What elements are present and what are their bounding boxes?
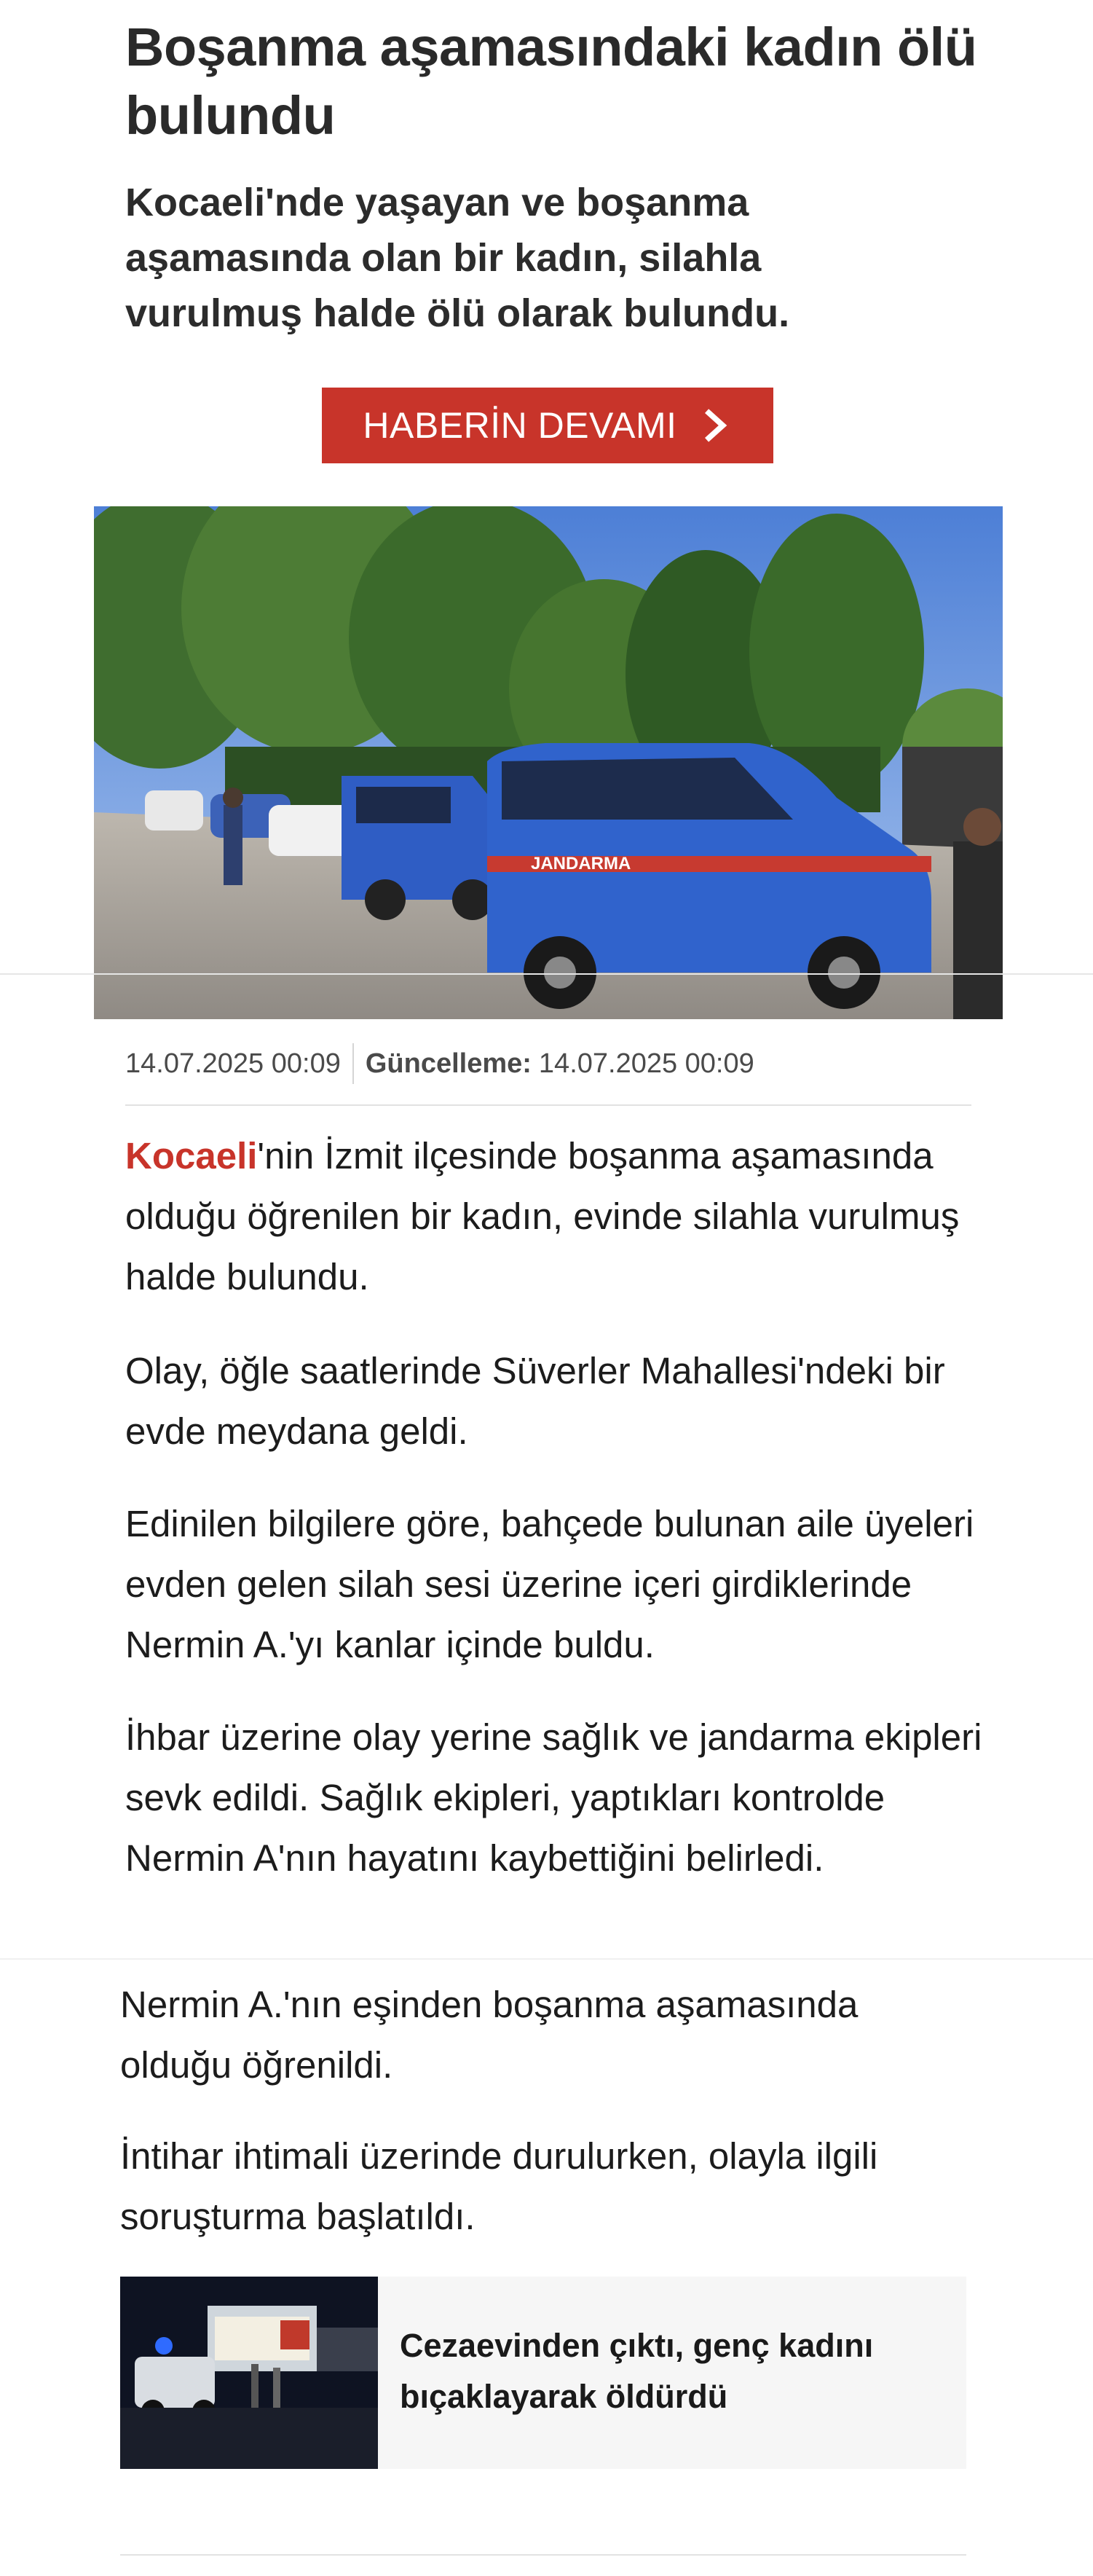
publish-date: 14.07.2025 00:09 [125,1048,341,1079]
body-paragraph-4: İhbar üzerine olay yerine sağlık ve jandarma ekipleri sevk edildi. Sağlık ekipleri, yaptıkları kontrolde Nermin A'nın hayatını kaybettiğini belirledi. [125,1716,982,1879]
body-paragraph-2: Olay, öğle saatlerinde Süverler Mahallesi'ndeki bir evde meydana geldi. [125,1350,945,1452]
article-headline: Boşanma aşamasındaki kadın ölü bulundu [125,17,977,146]
body-paragraph-6: İntihar ihtimali üzerinde durulurken, olayla ilgili soruşturma başlatıldı. [120,2135,878,2237]
section-divider-top [0,973,1093,975]
related-article-title: Cezaevinden çıktı, genç kadını bıçaklayarak öldürdü [400,2327,874,2415]
related-article-thumbnail [120,2277,378,2469]
article-lead: Kocaeli'nde yaşayan ve boşanma aşamasında olan bir kadın, silahla vurulmuş halde ölü olarak bulundu. [125,181,790,335]
hero-image [94,506,1003,1019]
body-paragraph-1 [125,1126,985,1307]
read-more-label: HABERİN DEVAMI [363,405,677,446]
paragraph-1-text: 'nin İzmit ilçesinde boşanma aşamasında olduğu öğrenilen bir kadın, evinde silahla vurulmuş halde bulundu. [125,1135,960,1297]
chevron-right-icon [699,409,733,442]
van-jandarma-text: JANDARMA [531,854,631,873]
updated-date: 14.07.2025 00:09 [538,1048,754,1079]
section-divider-mid [0,1958,1093,1960]
kocaeli-link[interactable]: Kocaeli [125,1135,258,1177]
read-more-button[interactable] [322,388,773,463]
body-paragraph-5: Nermin A.'nın eşinden boşanma aşamasında olduğu öğrenildi. [120,1984,859,2086]
article-meta [125,1042,970,1085]
body-paragraph-3: Edinilen bilgilere göre, bahçede bulunan aile üyeleri evden gelen silah sesi üzerine içeri girdiklerinde Nermin A.'yı kanlar içinde buldu. [125,1503,974,1665]
bottom-divider [120,2554,966,2556]
related-article-card[interactable] [120,2277,966,2469]
meta-separator [352,1043,354,1084]
updated-label: Güncelleme: [365,1048,532,1079]
meta-divider [125,1104,971,1106]
